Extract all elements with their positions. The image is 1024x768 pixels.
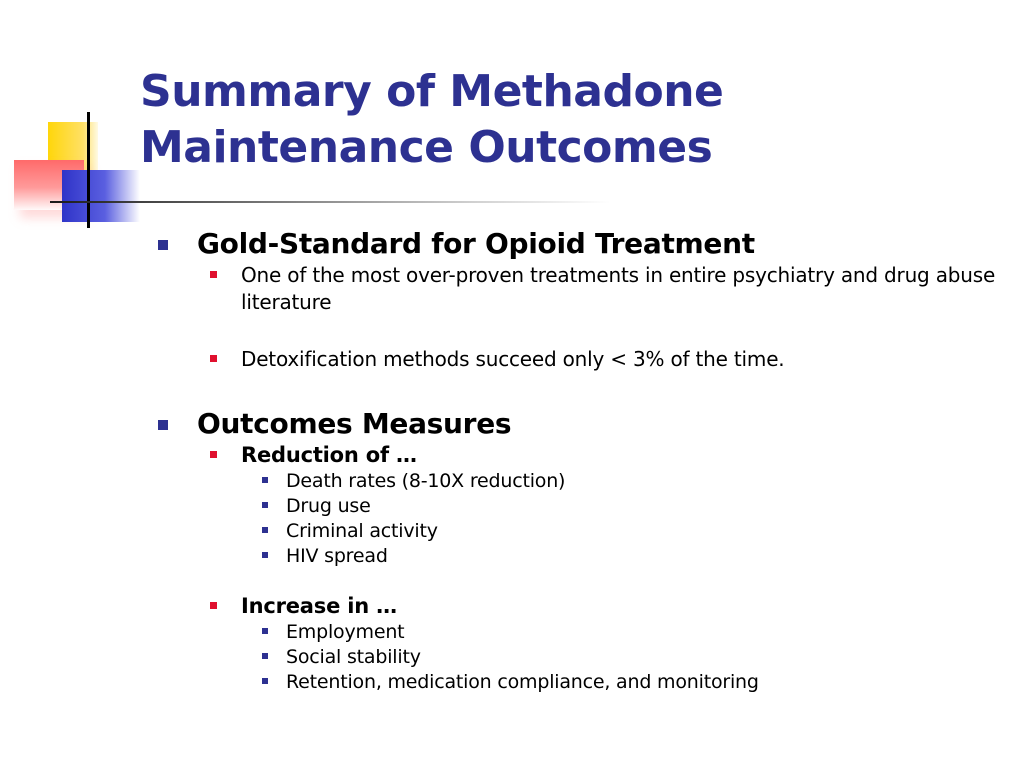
bullet-text: One of the most over-proven treatments in entire psychiatry and drug abuse literature bbox=[241, 263, 996, 314]
square-bullet-icon bbox=[262, 477, 268, 483]
square-bullet-icon bbox=[210, 271, 217, 278]
bullet-text: Drug use bbox=[286, 495, 371, 517]
square-bullet-icon bbox=[210, 355, 217, 362]
bullet-level2 bbox=[210, 262, 998, 316]
title-line-1: Summary of Methadone bbox=[140, 66, 724, 117]
bullet-level2 bbox=[210, 593, 998, 620]
bullet-text: Criminal activity bbox=[286, 520, 438, 542]
square-bullet-icon bbox=[262, 653, 268, 659]
bullet-level3 bbox=[262, 544, 998, 569]
square-bullet-icon bbox=[262, 552, 268, 558]
bullet-level3 bbox=[262, 645, 998, 670]
title-line-2: Maintenance Outcomes bbox=[140, 122, 713, 173]
bullet-level3 bbox=[262, 519, 998, 544]
bullet-text: HIV spread bbox=[286, 545, 388, 567]
bullet-level1 bbox=[158, 406, 998, 442]
title-underline bbox=[50, 201, 610, 203]
bullet-level2 bbox=[210, 442, 998, 469]
slide-title bbox=[140, 64, 1000, 176]
vertical-line-decoration bbox=[87, 112, 90, 228]
square-bullet-icon bbox=[262, 628, 268, 634]
bullet-level3 bbox=[262, 620, 998, 645]
section-heading: Gold-Standard for Opioid Treatment bbox=[197, 227, 755, 260]
square-bullet-icon bbox=[210, 451, 217, 458]
bullet-text: Retention, medication compliance, and monitoring bbox=[286, 671, 759, 693]
bullet-level1 bbox=[158, 226, 998, 262]
slide-body bbox=[158, 226, 998, 695]
square-bullet-icon bbox=[262, 678, 268, 684]
bullet-level3 bbox=[262, 469, 998, 494]
group-label: Increase in … bbox=[241, 594, 397, 618]
bullet-text: Employment bbox=[286, 621, 405, 643]
square-bullet-icon bbox=[158, 240, 168, 250]
bullet-text: Social stability bbox=[286, 646, 421, 668]
square-bullet-icon bbox=[158, 420, 168, 430]
bullet-level3 bbox=[262, 670, 998, 695]
bullet-text: Detoxification methods succeed only < 3% of the time. bbox=[241, 347, 785, 371]
decorative-squares-logo bbox=[0, 0, 150, 240]
group-label: Reduction of … bbox=[241, 443, 417, 467]
bullet-level3 bbox=[262, 494, 998, 519]
bullet-text: Death rates (8-10X reduction) bbox=[286, 470, 566, 492]
square-bullet-icon bbox=[262, 527, 268, 533]
blue-square-decoration bbox=[62, 170, 140, 222]
square-bullet-icon bbox=[262, 502, 268, 508]
square-bullet-icon bbox=[210, 602, 217, 609]
section-heading: Outcomes Measures bbox=[197, 407, 512, 440]
bullet-level2 bbox=[210, 346, 998, 373]
